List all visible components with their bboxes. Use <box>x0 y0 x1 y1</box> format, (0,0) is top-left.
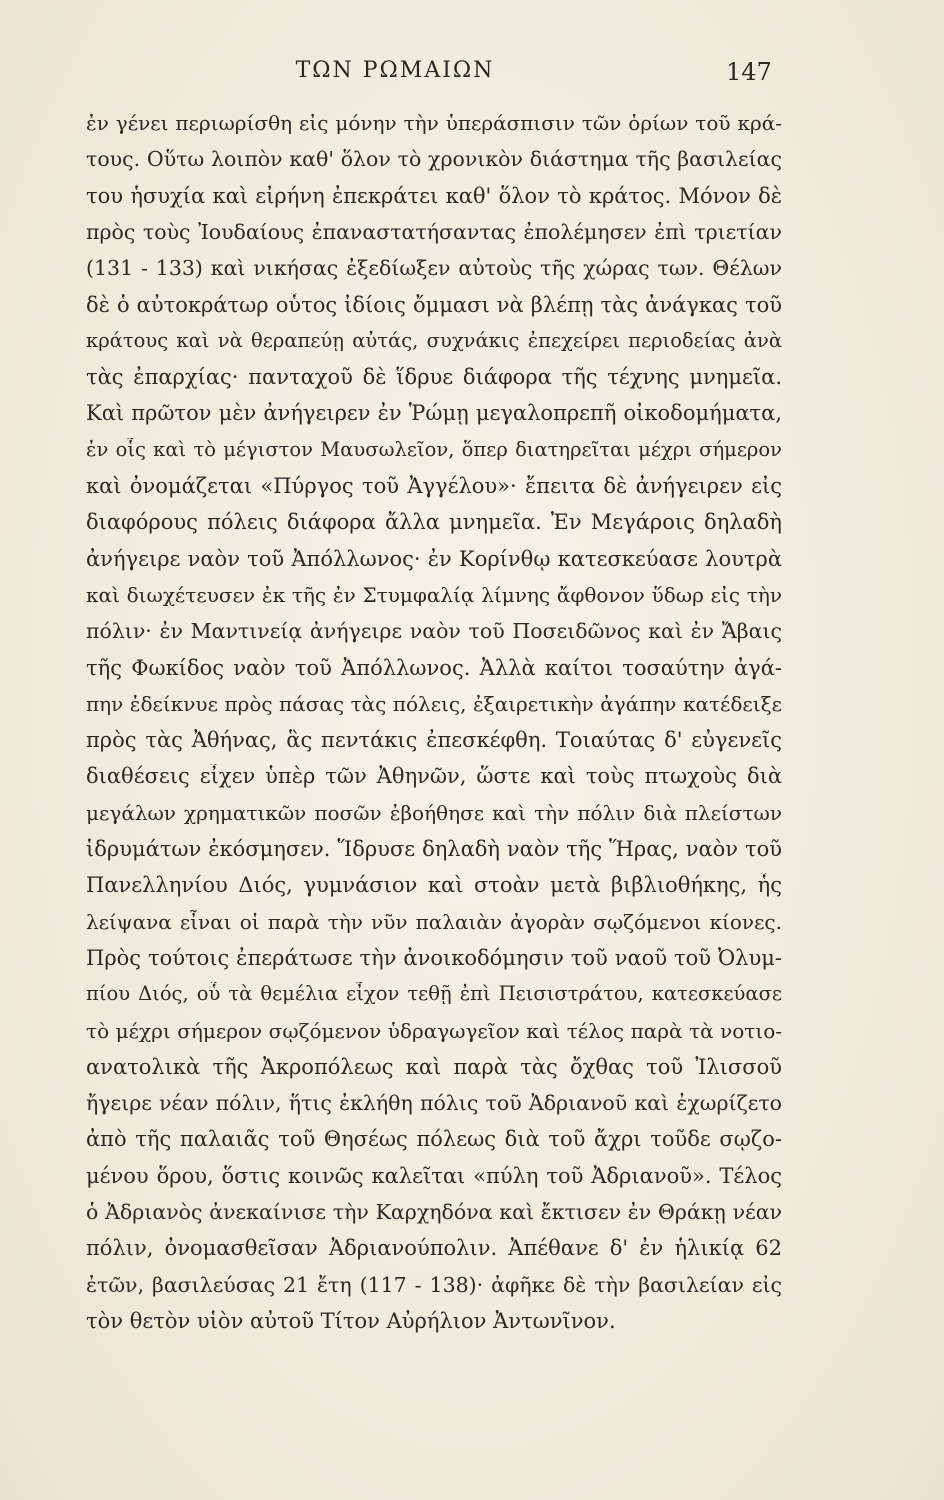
running-title: ΤΩΝ ΡΩΜΑΙΩΝ <box>295 58 495 83</box>
text-line: πρὸς τοὺς Ἰουδαίους ἐπαναστατήσαντας ἐπολέμησεν ἐπὶ τριετίαν <box>86 219 782 244</box>
text-line: μεγάλων χρηματικῶν ποσῶν ἐβοήθησε καὶ τὴν πόλιν διὰ πλείστων <box>86 800 782 825</box>
text-line: Πρὸς τούτοις ἐπεράτωσε τὴν ἀνοικοδόμησιν τοῦ ναοῦ τοῦ Ὀλυμ- <box>86 945 782 970</box>
text-line: τους. Οὕτω λοιπὸν καθ' ὅλον τὸ χρονικὸν διάστημα τῆς βασιλείας <box>86 147 782 172</box>
text-line: διαθέσεις εἶχεν ὑπὲρ τῶν Ἀθηνῶν, ὥστε καὶ τοὺς πτωχοὺς διὰ <box>86 764 782 789</box>
text-line: πην ἐδείκνυε πρὸς πάσας τὰς πόλεις, ἐξαιρετικὴν ἀγάπην κατέδειξε <box>86 691 782 716</box>
text-line: ἐν γένει περιωρίσθη εἰς μόνην τὴν ὑπεράσπισιν τῶν ὁρίων τοῦ κρά- <box>86 111 782 135</box>
text-line: μένου ὅρου, ὅστις κοινῶς καλεῖται «πύλη τοῦ Ἀδριανοῦ». Τέλος <box>86 1163 782 1188</box>
text-line: δὲ ὁ αὐτοκράτωρ οὗτος ἰδίοις ὄμμασι νὰ βλέπῃ τὰς ἀνάγκας τοῦ <box>86 292 782 317</box>
text-line: τὰς ἐπαρχίας· πανταχοῦ δὲ ἵδρυε διάφορα τῆς τέχνης μνημεῖα. <box>86 365 782 390</box>
text-line: ὁ Ἀδριανὸς ἀνεκαίνισε τὴν Καρχηδόνα καὶ ἔκτισεν ἐν Θράκῃ νέαν <box>86 1200 782 1224</box>
page-number: 147 <box>726 58 772 86</box>
text-line: καὶ ὀνομάζεται «Πύργος τοῦ Ἀγγέλου»· ἔπειτα δὲ ἀνήγειρεν εἰς <box>86 474 782 498</box>
text-line: λείψανα εἶναι οἱ παρὰ τὴν νῦν παλαιὰν ἀγορὰν σῳζόμενοι κίονες. <box>86 909 782 934</box>
text-line: ἀπὸ τῆς παλαιᾶς τοῦ Θησέως πόλεως διὰ τοῦ ἄχρι τοῦδε σῳζο- <box>86 1127 782 1152</box>
text-line: του ἡσυχία καὶ εἰρήνη ἐπεκράτει καθ' ὅλον τὸ κράτος. Μόνον δὲ <box>86 183 782 208</box>
text-line: πόλιν· ἐν Μαντινείᾳ ἀνήγειρε ναὸν τοῦ Ποσειδῶνος καὶ ἐν Ἄβαις <box>86 619 782 644</box>
text-line: ἐν οἷς καὶ τὸ μέγιστον Μαυσωλεῖον, ὅπερ διατηρεῖται μέχρι σήμερον <box>86 437 782 461</box>
page-header <box>0 58 944 92</box>
text-line: πόλιν, ὀνομασθεῖσαν Ἀδριανούπολιν. Ἀπέθανε δ' ἐν ἡλικίᾳ 62 <box>86 1236 782 1261</box>
text-line: πίου Διός, οὗ τὰ θεμέλια εἶχον τεθῇ ἐπὶ Πεισιστράτου, κατεσκεύασε <box>86 982 782 1006</box>
text-line: (131 - 133) καὶ νικήσας ἐξεδίωξεν αὐτοὺς τῆς χώρας των. Θέλων <box>86 256 782 281</box>
text-line: τὸ μέχρι σήμερον σῳζόμενον ὑδραγωγεῖον καὶ τέλος παρὰ τὰ νοτιο- <box>86 1018 782 1043</box>
text-line: Πανελληνίου Διός, γυμνάσιον καὶ στοὰν μετὰ βιβλιοθήκης, ἧς <box>86 873 782 898</box>
text-line: τὸν θετὸν υἱὸν αὐτοῦ Τίτον Αὐρήλιον Ἀντωνῖνον. <box>86 1308 616 1333</box>
text-line: κράτους καὶ νὰ θεραπεύῃ αὐτάς, συχνάκις ἐπεχείρει περιοδείας ἀνὰ <box>86 328 782 352</box>
text-line: ἤγειρε νέαν πόλιν, ἥτις ἐκλήθη πόλις τοῦ Ἀδριανοῦ καὶ ἐχωρίζετο <box>86 1091 782 1116</box>
text-line: Καὶ πρῶτον μὲν ἀνήγειρεν ἐν Ῥώμῃ μεγαλοπρεπῆ οἰκοδομήματα, <box>86 401 782 426</box>
text-line: ανατολικὰ τῆς Ἀκροπόλεως καὶ παρὰ τὰς ὄχθας τοῦ Ἰλισσοῦ <box>86 1054 782 1079</box>
text-line: ἱδρυμάτων ἐκόσμησεν. Ἵδρυσε δηλαδὴ ναὸν τῆς Ἥρας, ναὸν τοῦ <box>86 837 782 861</box>
text-line: διαφόρους πόλεις διάφορα ἄλλα μνημεῖα. Ἐν Μεγάροις δηλαδὴ <box>86 510 782 535</box>
text-line: πρὸς τὰς Ἀθήνας, ἃς πεντάκις ἐπεσκέφθη. Τοιαύτας δ' εὐγενεῖς <box>86 728 782 753</box>
text-line: καὶ διωχέτευσεν ἐκ τῆς ἐν Στυμφαλίᾳ λίμνης ἄφθονον ὕδωρ εἰς τὴν <box>86 582 782 607</box>
text-line: ἐτῶν, βασιλεύσας 21 ἔτη (117 - 138)· ἀφῆκε δὲ τὴν βασιλείαν εἰς <box>86 1272 782 1297</box>
text-line: τῆς Φωκίδος ναὸν τοῦ Ἀπόλλωνος. Ἀλλὰ καίτοι τοσαύτην ἀγά- <box>86 655 782 680</box>
text-line: ἀνήγειρε ναὸν τοῦ Ἀπόλλωνος· ἐν Κορίνθῳ κατεσκεύασε λουτρὰ <box>86 546 782 571</box>
